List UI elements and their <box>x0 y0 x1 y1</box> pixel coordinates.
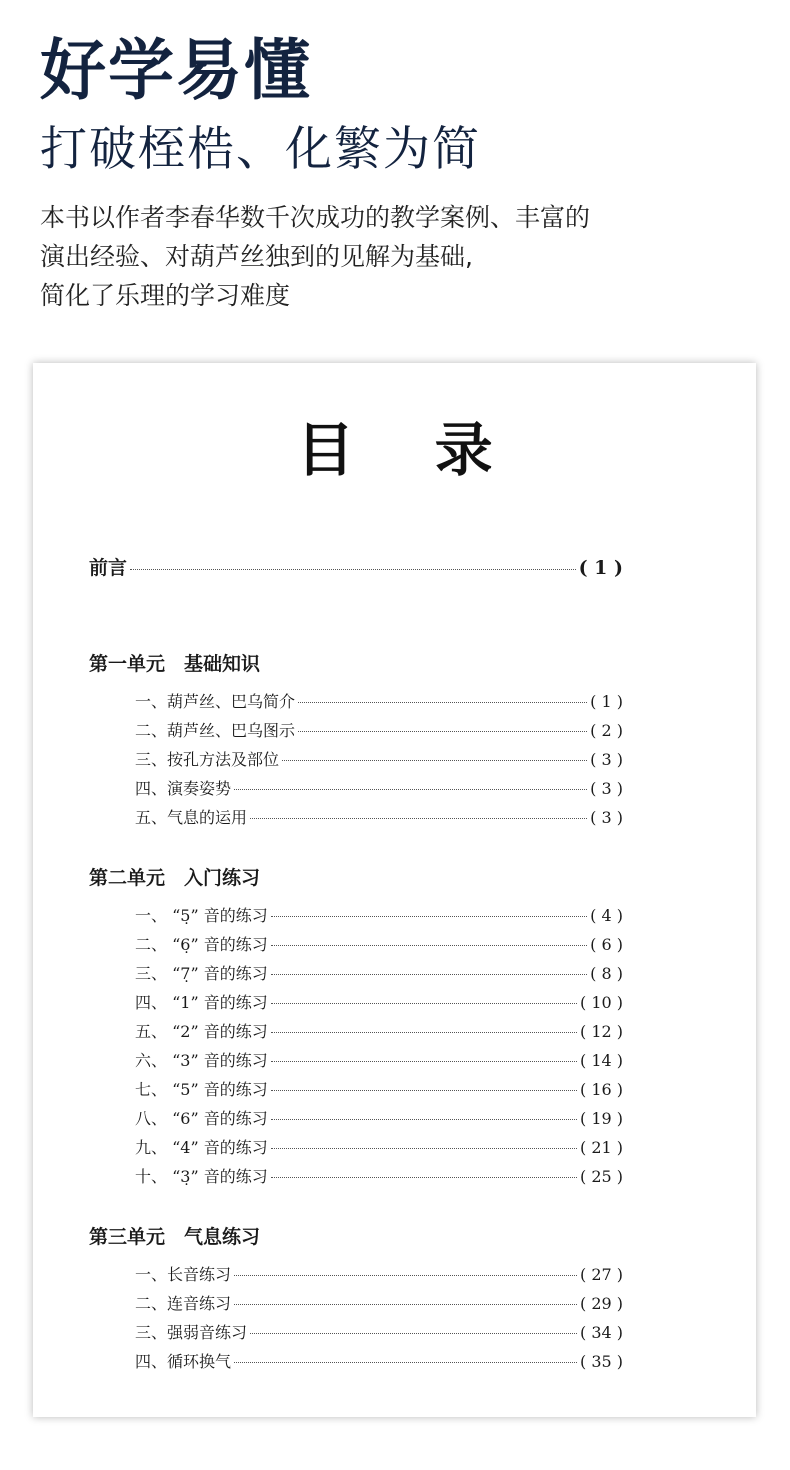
toc-entry-page: ( 25 ) <box>579 1167 623 1186</box>
intro-line: 简化了乐理的学习难度 <box>40 281 291 310</box>
dot-leader <box>271 1090 577 1091</box>
toc-entry <box>89 1349 623 1378</box>
dot-leader <box>271 1061 577 1062</box>
toc-entry-page: ( 16 ) <box>579 1080 623 1099</box>
dot-leader <box>282 760 587 761</box>
toc-entry <box>89 1262 623 1291</box>
toc-entry-label: 一、长音练习 <box>135 1265 232 1284</box>
intro-line: 演出经验、对葫芦丝独到的见解为基础, <box>40 242 473 271</box>
dot-leader <box>234 1275 577 1276</box>
toc-entry-label: 五、 “2” 音的练习 <box>135 1022 268 1041</box>
toc-entry-label: 四、演奏姿势 <box>135 779 232 798</box>
toc-entry-page: ( 6 ) <box>590 935 623 954</box>
dot-leader <box>271 945 587 946</box>
toc-entry-page: ( 1 ) <box>590 692 623 711</box>
toc-entry <box>89 1164 623 1193</box>
toc-entry-label: 九、 “4” 音的练习 <box>135 1138 268 1157</box>
toc-entry-label: 七、 “5” 音的练习 <box>135 1080 268 1099</box>
toc-entry <box>89 1077 623 1106</box>
toc-entry-label: 四、 “1” 音的练习 <box>135 993 268 1012</box>
toc-entry-page: ( 27 ) <box>579 1265 623 1284</box>
toc-entry-label: 三、强弱音练习 <box>135 1323 248 1342</box>
dot-leader <box>271 1177 577 1178</box>
toc-entry-label: 十、 “3̣” 音的练习 <box>135 1167 268 1186</box>
toc-entry-page: ( 12 ) <box>579 1022 623 1041</box>
intro-text <box>40 198 760 315</box>
dot-leader <box>271 1032 577 1033</box>
toc-entry-label: 二、葫芦丝、巴乌图示 <box>135 721 296 740</box>
toc-entry <box>89 961 623 990</box>
subheadline: 打破桎梏、化繁为简 <box>40 122 481 177</box>
toc-entry-page: ( 10 ) <box>579 993 623 1012</box>
toc-entry-page: ( 21 ) <box>579 1138 623 1157</box>
toc-entry <box>89 689 623 718</box>
toc-entry-label: 二、 “6̣” 音的练习 <box>135 935 268 954</box>
dot-leader <box>271 1119 577 1120</box>
dot-leader <box>234 1304 577 1305</box>
toc-entry-label: 五、气息的运用 <box>135 808 248 827</box>
toc-entry-page: ( 3 ) <box>590 779 623 798</box>
toc-entry <box>89 718 623 747</box>
toc-entry-label: 一、 “5̣” 音的练习 <box>135 906 268 925</box>
intro-line: 本书以作者李春华数千次成功的教学案例、丰富的 <box>40 203 591 232</box>
dot-leader <box>271 974 587 975</box>
toc-entry-preface <box>89 553 623 582</box>
toc-entry-page: ( 4 ) <box>590 906 623 925</box>
toc-entry-page: ( 3 ) <box>590 750 623 769</box>
unit-heading: 第三单元 气息练习 <box>89 1226 261 1248</box>
dot-leader <box>298 702 587 703</box>
dot-leader <box>234 1362 577 1363</box>
toc-entry <box>89 1320 623 1349</box>
dot-leader <box>250 818 587 819</box>
toc-entry <box>89 990 623 1019</box>
toc-entry <box>89 1019 623 1048</box>
toc-entry-page: ( 14 ) <box>579 1051 623 1070</box>
toc-entry <box>89 1048 623 1077</box>
dot-leader <box>298 731 587 732</box>
toc-entry-label: 三、 “7̣” 音的练习 <box>135 964 268 983</box>
toc-entry-label: 一、葫芦丝、巴乌简介 <box>135 692 296 711</box>
toc-entry <box>89 805 623 834</box>
headline: 好学易懂 <box>40 32 312 109</box>
toc-entry-page: ( 8 ) <box>590 964 623 983</box>
toc-entry-page: ( 34 ) <box>579 1323 623 1342</box>
toc-entry-label: 六、 “3” 音的练习 <box>135 1051 268 1070</box>
toc-entry <box>89 1135 623 1164</box>
toc-entry-label: 三、按孔方法及部位 <box>135 750 280 769</box>
dot-leader <box>234 789 587 790</box>
toc-entry <box>89 1291 623 1320</box>
unit-heading: 第二单元 入门练习 <box>89 867 261 889</box>
dot-leader <box>130 569 576 570</box>
toc-title: 目 录 <box>296 416 493 484</box>
toc-entry <box>89 903 623 932</box>
toc-entry-page: ( 3 ) <box>590 808 623 827</box>
toc-entry-label: 四、循环换气 <box>135 1352 232 1371</box>
toc-list <box>89 553 623 1378</box>
toc-entry <box>89 747 623 776</box>
toc-entry-label: 八、 “6” 音的练习 <box>135 1109 268 1128</box>
toc-entry-page: ( 2 ) <box>590 721 623 740</box>
dot-leader <box>250 1333 577 1334</box>
dot-leader <box>271 916 587 917</box>
toc-page-image <box>33 363 756 1417</box>
toc-entry-page: ( 1 ) <box>578 557 623 579</box>
dot-leader <box>271 1148 577 1149</box>
toc-entry-label: 二、连音练习 <box>135 1294 232 1313</box>
toc-entry <box>89 932 623 961</box>
toc-entry-page: ( 35 ) <box>579 1352 623 1371</box>
toc-entry-page: ( 19 ) <box>579 1109 623 1128</box>
dot-leader <box>271 1003 577 1004</box>
toc-entry <box>89 776 623 805</box>
toc-entry-label: 前言 <box>89 557 128 579</box>
toc-entry <box>89 1106 623 1135</box>
toc-entry-page: ( 29 ) <box>579 1294 623 1313</box>
unit-heading: 第一单元 基础知识 <box>89 653 261 675</box>
